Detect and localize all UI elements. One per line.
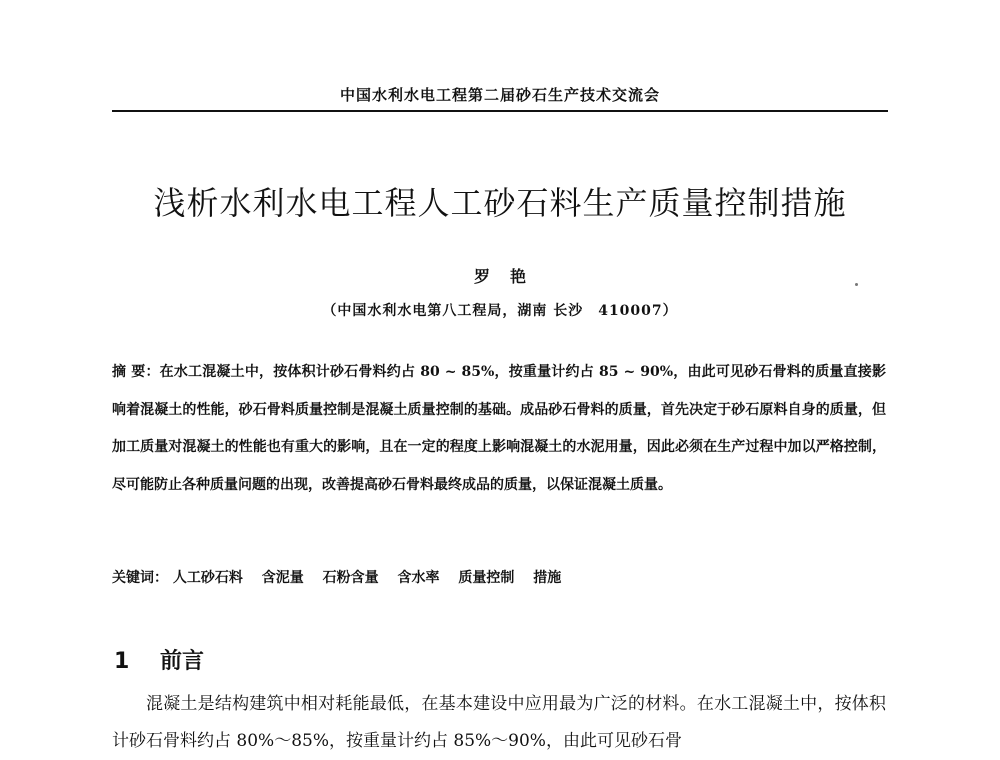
keyword: 人工砂石料 xyxy=(172,570,243,586)
keyword: 含泥量 xyxy=(261,570,304,586)
paper-title: 浅析水利水电工程人工砂石料生产质量控制措施 xyxy=(153,184,847,222)
running-head: 中国水利水电工程第二届砂石生产技术交流会 xyxy=(339,86,660,104)
author-name: 罗艳 xyxy=(473,267,546,286)
keyword: 措施 xyxy=(533,570,562,586)
section-title: 前言 xyxy=(160,649,205,674)
body-paragraph: 混凝土是结构建筑中相对耗能最低，在基本建设中应用最为广泛的材料。在水工混凝土中，按体积计砂石骨料约占 80%～85%，按重量计约占 85%～90%，由此可见砂石骨 xyxy=(112,694,886,751)
header-rule xyxy=(112,110,888,112)
keyword: 石粉含量 xyxy=(322,570,379,586)
keywords xyxy=(112,567,886,587)
abstract xyxy=(112,354,886,504)
keywords-label: 关键词： xyxy=(112,570,168,586)
author-affiliation: （中国水利水电第八工程局，湖南 长沙 410007） xyxy=(322,303,678,319)
abstract-label: 摘 要： xyxy=(112,364,160,380)
keyword: 质量控制 xyxy=(458,570,515,586)
section-number: 1 xyxy=(114,649,130,674)
keyword: 含水率 xyxy=(397,570,440,586)
abstract-text: 在水工混凝土中，按体积计砂石骨料约占 80 ~ 85%，按重量计约占 85 ~ 90%，由此可见砂石骨料的质量直接影响着混凝土的性能，砂石骨料质量控制是混凝土质量控制的基础。成品砂石骨料的质量，首先决定于砂石原料自身的质量，但加工质量对混凝土的性能也有重大的影响，且在一定的程度上影响混凝土的水泥用量，因此必须在生产过程中加以严格控制，尽可能防止各种质量问题的出现，改善提高砂石骨料最终成品的质量，以保证混凝土质量。 xyxy=(112,364,886,493)
section-heading xyxy=(114,644,204,675)
scan-speck xyxy=(855,283,858,286)
